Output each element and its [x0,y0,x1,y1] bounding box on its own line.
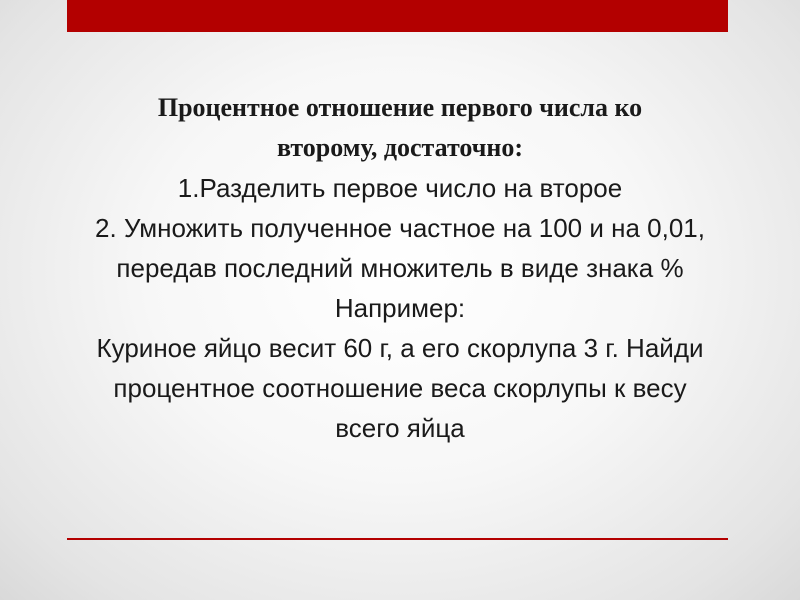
heading-line-2: второму, достаточно: [276,133,524,162]
heading-line-1: Процентное отношение первого числа ко [157,93,643,122]
step-1: 1.Разделить первое число на второе [177,173,623,203]
example-label: Например: [334,293,466,323]
step-2-line-2: передав последний множитель в виде знака % [116,253,684,283]
slide-body [0,88,800,448]
example-line-2: процентное соотношение веса скорлупы к весу [113,373,687,403]
bottom-accent-line [67,538,728,540]
example-line-3: всего яйца [335,413,465,443]
step-2-line-1: 2. Умножить полученное частное на 100 и на 0,01, [95,213,705,243]
example-line-1: Куриное яйцо весит 60 г, а его скорлупа 3 г. Найди [96,333,704,363]
top-accent-bar [67,0,728,32]
